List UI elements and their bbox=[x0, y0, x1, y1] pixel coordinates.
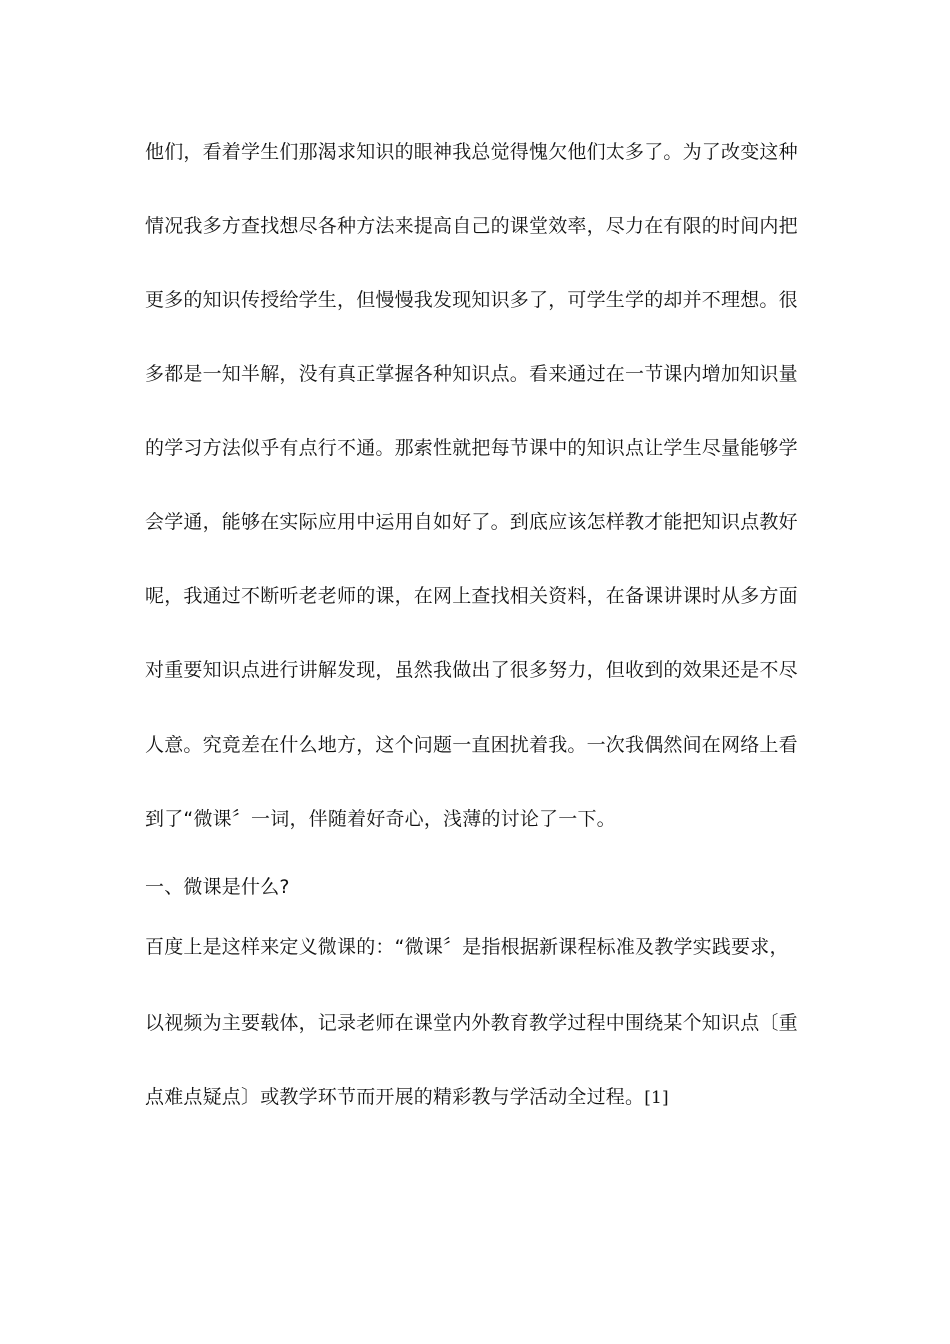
paragraph-text: 点难点疑点〕或教学环节而开展的精彩教与学活动全过程。 bbox=[145, 1086, 645, 1108]
paragraph-line: 到了“微课〞一词，伴随着好奇心，浅薄的讨论了一下。 bbox=[145, 808, 616, 830]
paragraph-line: 对重要知识点进行讲解发现，虽然我做出了很多努力，但收到的效果还是不尽 bbox=[145, 659, 798, 681]
paragraph-line: 的学习方法似乎有点行不通。那索性就把每节课中的知识点让学生尽量能够学 bbox=[145, 437, 798, 459]
reference-mark: [1] bbox=[644, 1088, 669, 1108]
paragraph-line: 会学通，能够在实际应用中运用自如好了。到底应该怎样教才能把知识点教好 bbox=[145, 511, 798, 533]
paragraph-line: 呢，我通过不断听老老师的课，在网上查找相关资料，在备课讲课时从多方面 bbox=[145, 585, 798, 607]
paragraph-line-last bbox=[145, 1085, 805, 1110]
paragraph-line: 更多的知识传授给学生，但慢慢我发现知识多了，可学生学的却并不理想。很 bbox=[145, 289, 798, 311]
paragraph-line: 以视频为主要载体，记录老师在课堂内外教育教学过程中围绕某个知识点〔重 bbox=[145, 1012, 798, 1034]
paragraph-line: 人意。究竟差在什么地方，这个问题一直困扰着我。一次我偶然间在网络上看 bbox=[145, 734, 798, 756]
paragraph-line: 多都是一知半解，没有真正掌握各种知识点。看来通过在一节课内增加知识量 bbox=[145, 363, 798, 385]
paragraph-line: 百度上是这样来定义微课的：“微课〞是指根据新课程标准及教学实践要求， bbox=[145, 936, 789, 958]
paragraph-line: 他们，看着学生们那渴求知识的眼神我总觉得愧欠他们太多了。为了改变这种 bbox=[145, 141, 798, 163]
section-heading: 一、微课是什么? bbox=[145, 876, 290, 898]
paragraph-line: 情况我多方查找想尽各种方法来提高自己的课堂效率，尽力在有限的时间内把 bbox=[145, 215, 798, 237]
